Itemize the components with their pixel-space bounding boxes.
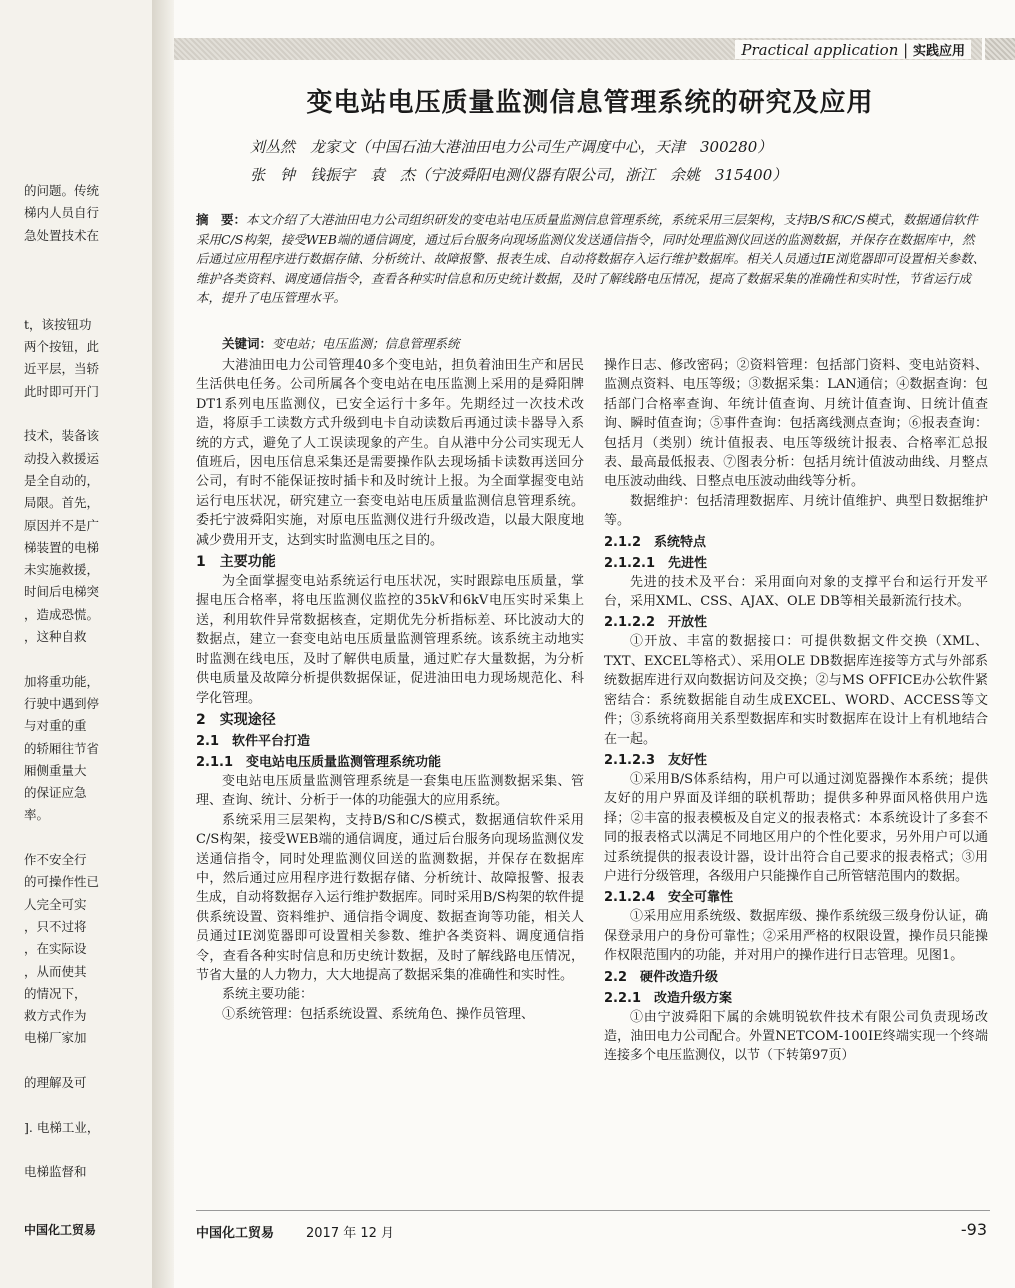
footer-rule — [196, 1210, 990, 1211]
paragraph: 为全面掌握变电站系统运行电压状况，实时跟踪电压质量，掌握电压合格率，将电压监测仪监控的35kV和6kV电压实时采集上送，利用软件异常数据核查，定期优先分析指标差、环比波动大的数据点，建立一套变电站电压质量监测管理系统。该系统主动地实时监测在线电压，及时了解供电质量，通过贮存大量数据，为分析供电质量及故障分析提供数据保证，促进油田电力现场规范化、科学化管理。 — [196, 574, 584, 706]
body-column-left — [196, 356, 584, 1024]
left-page-line: t，该按钮功 — [24, 316, 92, 332]
section-header-separator: | — [903, 41, 909, 59]
paragraph: ①采用B/S体系结构，用户可以通过浏览器操作本系统；提供友好的用户界面及详细的联机帮助；提供多种界面风格供用户选择；②丰富的报表模板及自定义的报表格式：本系统设计了多套不同的报表格式以满足不同地区用户的个性化要求，另外用户可以通过系统提供的报表设计器，设计出符合自己要求的报表格式；③用户进行分级管理，各级用户只能操作自己所管辖范围内的数据。 — [604, 771, 988, 884]
section-header-english: Practical application — [741, 41, 899, 59]
section-header — [735, 40, 971, 59]
keywords-label: 关键词： — [222, 336, 273, 351]
page-gutter — [152, 0, 174, 1288]
left-page-line: ，只不过将 — [24, 918, 87, 934]
left-page-line: 率。 — [24, 807, 50, 823]
abstract-label: 摘 要： — [196, 212, 247, 227]
left-page-line: 两个按钮，此 — [24, 339, 100, 355]
left-page-line: 的轿厢往节省 — [24, 740, 100, 756]
left-page-line: 行驶中遇到停 — [24, 695, 100, 711]
footer-journal-name: 中国化工贸易 — [196, 1226, 275, 1241]
left-page-line: 的保证应急 — [24, 785, 87, 801]
subsection-heading: 2.1.2.2 开放性 — [604, 615, 707, 631]
left-page-line: ，造成恐慌。 — [24, 606, 100, 622]
left-page-line: 作不安全行 — [24, 852, 87, 867]
left-page-line: 与对重的重 — [24, 718, 87, 734]
left-page-line: 技术，装备该 — [24, 428, 100, 444]
footer-date: 2017 年 12 月 — [306, 1226, 395, 1241]
left-page-line: ，从而使其 — [24, 963, 87, 979]
left-page-line: 近平层，当轿 — [24, 361, 100, 377]
paragraph: ①系统管理：包括系统设置、系统角色、操作员管理、 — [222, 1006, 535, 1022]
subsection-heading: 2.1.2.3 友好性 — [604, 752, 707, 768]
paragraph: ①由宁波舜阳下属的余姚明锐软件技术有限公司负责现场改造，油田电力公司配合。外置NETCOM-100IE终端实现一个终端连接多个电压监测仪，以节（下转第97页） — [604, 1009, 988, 1064]
paragraph: 变电站电压质量监测管理系统是一套集电压监测数据采集、管理、查询、统计、分析于一体的功能强大的应用系统。 — [196, 773, 584, 809]
left-page-line: 原因并不是广 — [24, 517, 100, 533]
section-heading: 2 实现途径 — [196, 711, 276, 728]
paragraph: 先进的技术及平台：采用面向对象的支撑平台和运行开发平台，采用XML、CSS、AJAX、OLE DB等相关最新流行技术。 — [604, 574, 988, 610]
subsection-heading: 2.1.2 系统特点 — [604, 534, 707, 550]
left-page-line: 梯装置的电梯 — [24, 539, 100, 555]
left-page-line: 加将重功能， — [24, 673, 100, 689]
paragraph: 大港油田电力公司管理40多个变电站，担负着油田生产和居民生活供电任务。公司所属各个变电站在电压监测上采用的是舜阳牌DT1系列电压监测仪，已安全运行十多年。先期经过一次技术改造，将原手工读数方式升级到电卡自动读数后再通过读卡器导入系统的方式，避免了人工误读现象的产生。自从港中分公司实现无人值班后，因电压信息采集还是需要操作队去现场插卡读数再送回分公司，有时不能保证按时插卡和及时统计上报。为全面掌握变电站运行电压状况，研究建立一套变电站电压质量监测信息管理系统。委托宁波舜阳实施，对原电压监测仪进行升级改造，以最大限度地减少费用开支，达到实时监测电压之目的。 — [196, 358, 584, 548]
left-page-line: ，这种自救 — [24, 629, 87, 644]
left-page-line: 动投入救援运 — [24, 450, 100, 466]
subsection-heading: 2.1 软件平台打造 — [196, 733, 311, 749]
paragraph: 数据维护：包括清理数据库、月统计值维护、典型日数据维护等。 — [604, 493, 988, 529]
left-page-line: 急处置技术在 — [24, 227, 100, 243]
left-page-line: ]. 电梯工业， — [24, 1119, 100, 1135]
page-number: -93 — [960, 1220, 987, 1239]
header-right-decoration — [985, 38, 1015, 60]
author-line-2: 张 钟 钱振宇 袁 杰（宁波舜阳电测仪器有限公司，浙江 余姚 315400） — [250, 166, 788, 184]
left-page-line: 救方式作为 — [24, 1008, 87, 1024]
keywords-text: 变电站；电压监测；信息管理系统 — [272, 336, 460, 351]
subsection-heading: 2.1.2.4 安全可靠性 — [604, 890, 733, 906]
paragraph: 操作日志、修改密码；②资料管理：包括部门资料、变电站资料、监测点资料、电压等级；③数据采集：LAN通信；④数据查询：包括部门合格率查询、年统计值查询、月统计值查询、日统计值查询、瞬时值查询；⑤事件查询：包括离线测点查询；⑥报表查询：包括月（类别）统计值报表、电压等级统计报表、合格率汇总报表、最高最低报表、⑦图表分析：包括月统计值波动曲线、月整点电压波动曲线、日整点电压波动曲线等分析。 — [604, 358, 988, 490]
section-header-chinese: 实践应用 — [912, 44, 965, 59]
article-title: 变电站电压质量监测信息管理系统的研究及应用 — [306, 88, 874, 118]
paragraph: ①采用应用系统级、数据库级、操作系统级三级身份认证，确保登录用户的身份可靠性；②采用严格的权限设置，操作员只能操作权限范围内的功能，并对用户的操作进行日志管理。见图1。 — [604, 909, 988, 964]
abstract-text: 本文介绍了大港油田电力公司组织研发的变电站电压质量监测信息管理系统，系统采用三层架构，支持B/S和C/S模式，数据通信软件采用C/S构架，接受WEB端的通信调度，通过后台服务向现场监测仪发送通信指令，同时处理监测仪回送的监测数据，并保存在数据库中，然后通过应用程序进行数据存储、分析统计、故障报警、报表生成、自动将数据存入运行维护数据库。相关人员通过IE浏览器即可设置相关参数、维护各类资料、调度通信指令，查看各种实时信息和历史统计数据，及时了解线路电压情况，提高了数据采集的准确性和实时性，节省运行成本，提升了电压管理水平。 — [196, 212, 986, 305]
left-page-footer: 中国化工贸易 — [24, 1223, 97, 1237]
author-line-1: 刘丛然 龙家文（中国石油大港油田电力公司生产调度中心，天津 300280） — [250, 138, 773, 156]
subsection-heading: 2.1.2.1 先进性 — [604, 555, 707, 571]
left-page-line: 的问题。传统 — [24, 183, 100, 198]
abstract — [196, 210, 986, 308]
left-page-line: 的可操作性已 — [24, 874, 100, 890]
body-column-right — [604, 356, 988, 1066]
left-page-line: 人完全可实 — [24, 896, 87, 912]
subsection-heading: 2.2.1 改造升级方案 — [604, 990, 733, 1006]
left-page-line: ，在实际设 — [24, 941, 87, 957]
left-page-line: 是全自动的， — [24, 472, 100, 488]
left-page-line: 电梯厂家加 — [24, 1030, 87, 1046]
left-page-line: 局限。首先， — [24, 495, 100, 511]
left-page-line: 的理解及可 — [24, 1075, 87, 1090]
left-page-line: 时间后电梯突 — [24, 584, 100, 600]
left-page-fragment — [0, 0, 153, 1288]
subsection-heading: 2.1.1 变电站电压质量监测管理系统功能 — [196, 754, 442, 770]
paragraph: 系统采用三层架构，支持B/S和C/S模式，数据通信软件采用C/S构架，接受WEB端的通信调度，通过后台服务向现场监测仪发送通信指令，同时处理监测仪回送的监测数据，并保存在数据库中，然后通过应用程序进行数据存储、分析统计、故障报警、报表生成，自动将数据存入运行维护数据库。同时采用B/S构架的软件提供系统设置、资料维护、通信指令调度、数据查询等功能，相关人员通过IE浏览器即可设置相关参数、维护各类资料、调度通信指令，查看各种实时信息和历史统计数据，及时了解线路电压情况，节省大量的人力物力，大大地提高了数据采集的准确性和实时性。 — [196, 812, 584, 983]
paragraph: ①开放、丰富的数据接口：可提供数据文件交换（XML、TXT、EXCEL等格式）、采用OLE DB数据库连接等方式与外部系统数据库进行双向数据访问及交换；②与MS OFFICE办公软件紧密结合：系统数据能自动生成EXCEL、WORD、ACCESS等文件；③系统将商用关系型数据库和实时数据库在设计上有机地结合在一起。 — [604, 634, 988, 747]
left-page-line: 厢侧重量大 — [24, 762, 87, 778]
section-heading: 1 主要功能 — [196, 554, 276, 571]
left-page-line: 的情况下， — [24, 985, 87, 1001]
keywords — [222, 334, 460, 352]
subsection-heading: 2.2 硬件改造升级 — [604, 969, 719, 985]
left-page-line: 未实施救援， — [24, 562, 100, 578]
left-page-line: 电梯监督和 — [24, 1164, 87, 1180]
paragraph: 系统主要功能： — [222, 987, 314, 1003]
left-page-line: 梯内人员自行 — [24, 205, 100, 221]
left-page-line: 此时即可开门 — [24, 383, 100, 399]
